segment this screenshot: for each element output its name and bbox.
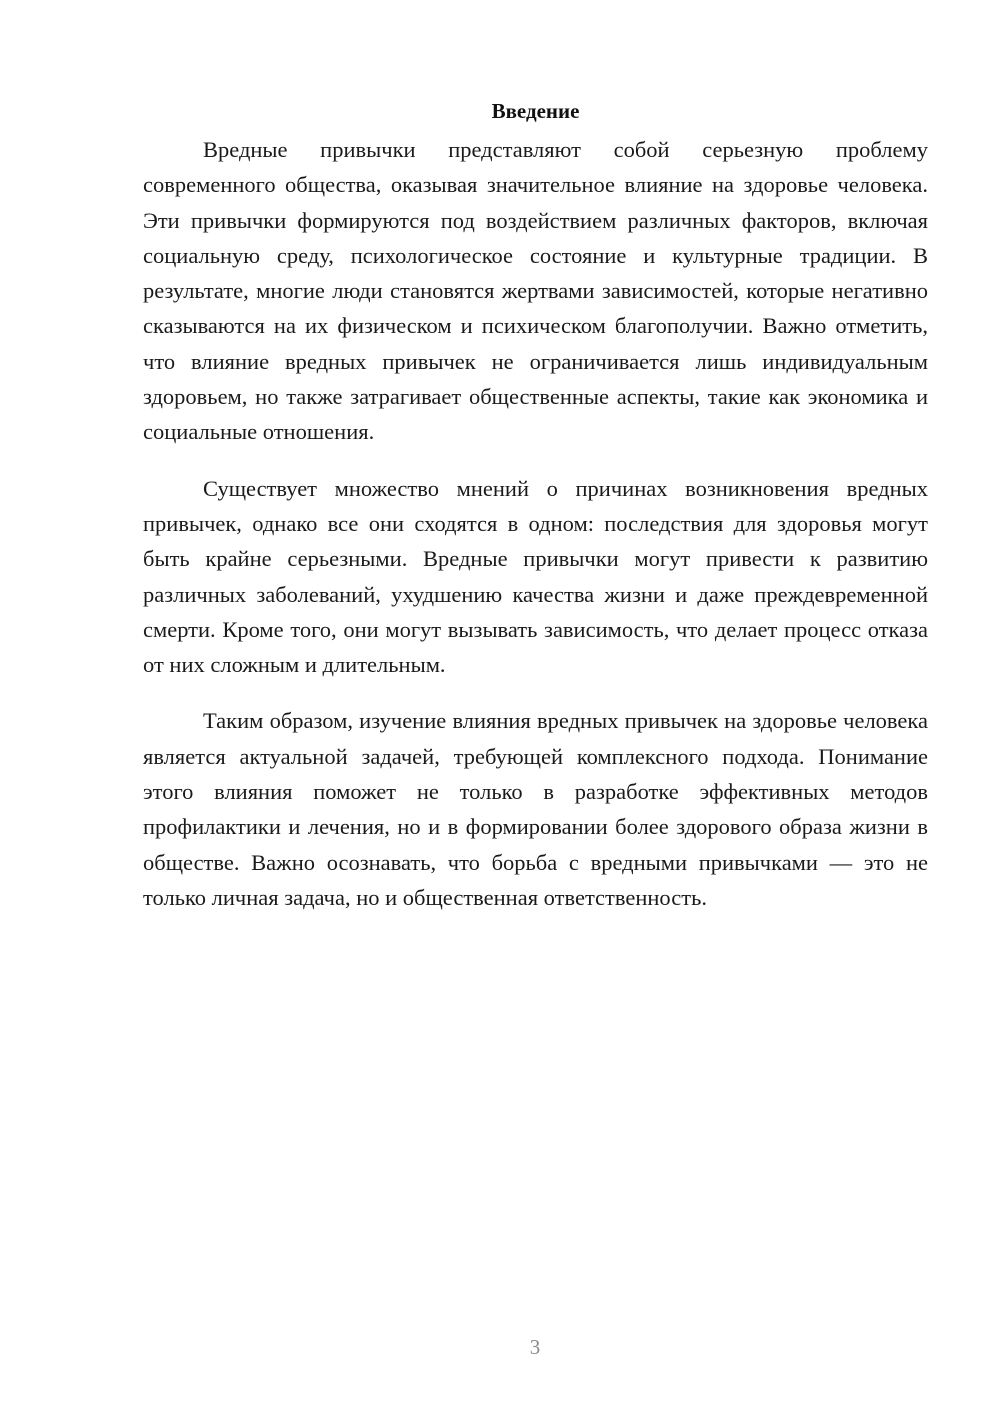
page-number: 3 — [529, 1335, 541, 1359]
paragraph-3: Таким образом, изучение влияния вредных привычек на здоровье человека является актуальной задачей, требующей комплексного подхода. Понимание этого влияния поможет не только в разработке эффективных методов профилактики и лечения, но и в формировании более здорового образа жизни в обществе. Важно осознавать, что борьба с вредными привычками — это не только личная задача, но и общественная ответственность. — [143, 708, 928, 910]
paragraph-1: Вредные привычки представляют собой серьезную проблему современного общества, оказывая значительное влияние на здоровье человека. Эти привычки формируются под воздействием различных факторов, включая социальную среду, психологическое состояние и культурные традиции. В результате, многие люди становятся жертвами зависимостей, которые негативно сказываются на их физическом и психическом благополучии. Важно отметить, что влияние вредных привычек не ограничивается лишь индивидуальным здоровьем, но также затрагивает общественные аспекты, такие как экономика и социальные отношения. — [143, 137, 928, 445]
paragraph-2: Существует множество мнений о причинах возникновения вредных привычек, однако все они сходятся в одном: последствия для здоровья могут быть крайне серьезными. Вредные привычки могут привести к развитию различных заболеваний, ухудшению качества жизни и даже преждевременной смерти. Кроме того, они могут вызывать зависимость, что делает процесс отказа от них сложным и длительным. — [143, 475, 928, 678]
section-heading: Введение — [491, 99, 580, 123]
page-content — [143, 96, 928, 936]
